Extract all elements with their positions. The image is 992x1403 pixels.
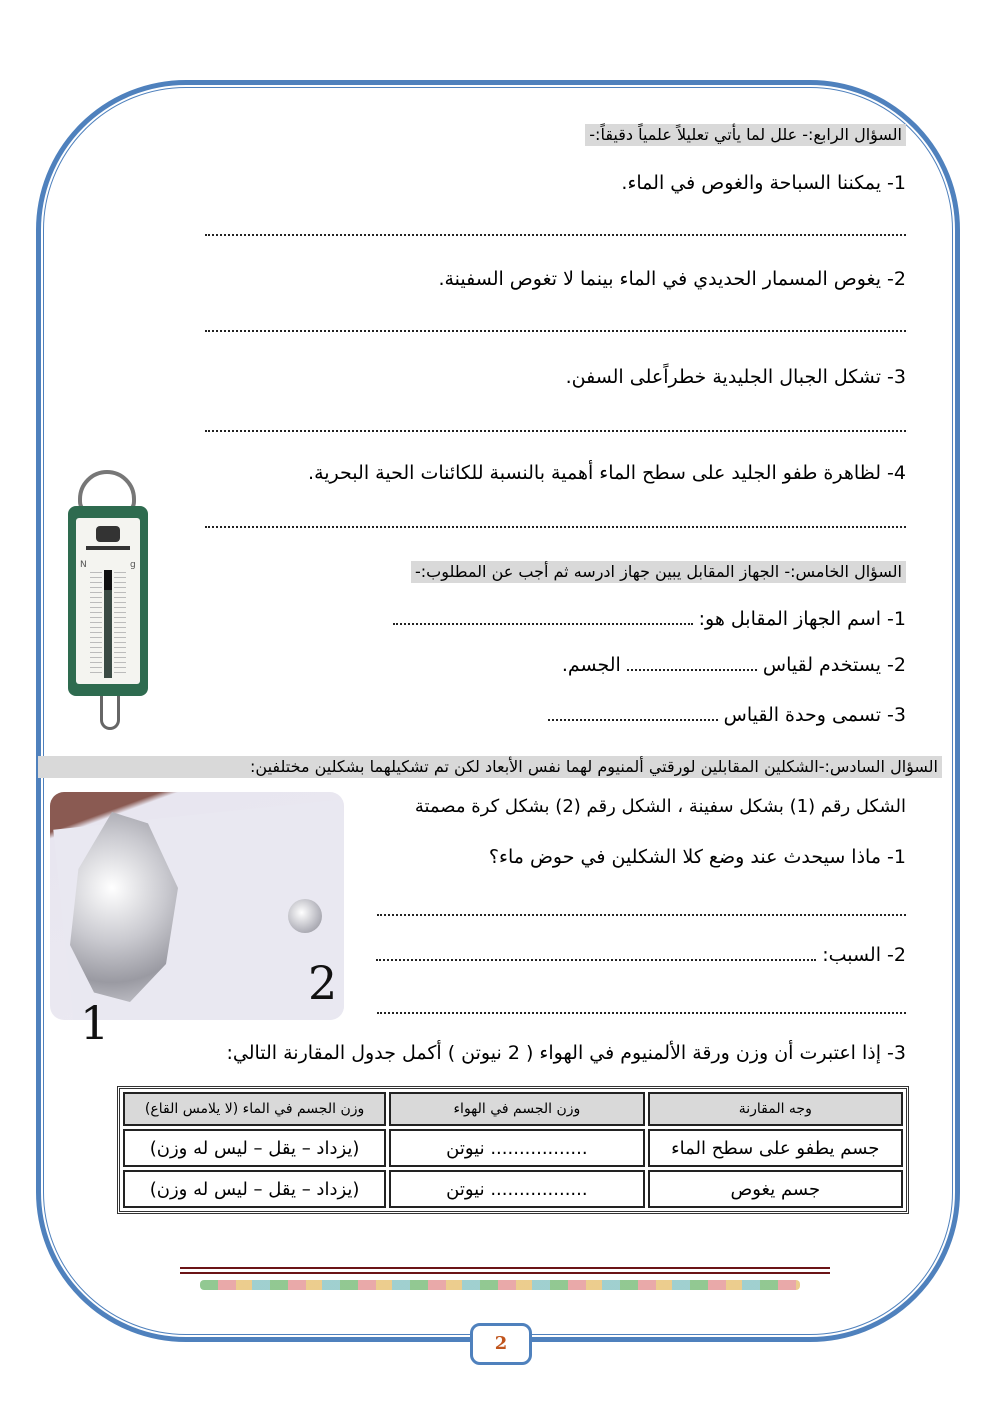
footer-rule	[180, 1272, 830, 1274]
q5-item-3-label: 3- تسمى وحدة القياس	[723, 704, 906, 726]
q6-intro: الشكل رقم (1) بشكل سفينة ، الشكل رقم (2) بشكل كرة مصمتة	[414, 796, 906, 817]
table-header-cell: وزن الجسم في الهواء	[389, 1092, 644, 1126]
photo-label-1: 1	[80, 996, 110, 1050]
scale-unit-left: N	[80, 560, 87, 570]
footer-rule	[180, 1267, 830, 1269]
q6-item-2	[376, 942, 906, 968]
q4-answer-line-3[interactable]	[205, 428, 906, 432]
page-number: 2	[470, 1323, 532, 1365]
scale-unit-right: g	[130, 560, 136, 570]
table-header-row	[123, 1092, 903, 1126]
foil-ball-shape	[288, 899, 322, 933]
aluminium-foil-photo	[50, 792, 344, 1020]
scale-face	[76, 518, 140, 684]
spring-scale-image	[64, 470, 154, 735]
table-row	[123, 1170, 903, 1208]
scale-ticks-right	[114, 572, 126, 676]
q5-answer-1[interactable]	[393, 617, 693, 625]
q5-item-2-suffix: الجسم.	[561, 654, 621, 676]
q6-answer-line-3[interactable]	[377, 1010, 906, 1014]
q6-answer-2[interactable]	[376, 953, 816, 961]
q5-item-1-label: 1- اسم الجهاز المقابل هو:	[698, 608, 906, 630]
q4-item-4: 4- لظاهرة طفو الجليد على سطح الماء أهمية بالنسبة للكائنات الحية البحرية.	[308, 462, 906, 484]
q4-item-3: 3- تشكل الجبال الجليدية خطراًعلى السفن.	[565, 366, 906, 388]
q5-answer-2[interactable]	[627, 663, 757, 671]
q6-header: السؤال السادس:-الشكلين المقابلين لورقتي ألمنيوم لهما نفس الأبعاد لكن تم تشكيلهما بشكلين مختلفين:	[38, 756, 942, 778]
q4-item-2: 2- يغوص المسمار الحديدي في الماء بينما لا تغوص السفينة.	[438, 268, 906, 290]
q4-answer-line-2[interactable]	[205, 328, 906, 332]
q5-header: السؤال الخامس:- الجهاز المقابل يبين جهاز ادرسه ثم أجب عن المطلوب:-	[411, 561, 906, 583]
q5-item-3	[548, 702, 906, 728]
table-row	[123, 1129, 903, 1167]
table-header-cell: وزن الجسم في الماء (لا يلامس القاع)	[123, 1092, 386, 1126]
q5-answer-3[interactable]	[548, 713, 718, 721]
table-cell-input[interactable]: ................. نيوتن	[389, 1170, 644, 1208]
table-cell-choice[interactable]: (يزداد – يقل – ليس له وزن)	[123, 1170, 386, 1208]
scale-indicator	[104, 570, 112, 590]
leaf-vine-ornament	[200, 1280, 800, 1290]
photo-label-2: 2	[308, 956, 338, 1010]
q4-item-1: 1- يمكننا السباحة والغوص في الماء.	[621, 172, 906, 194]
scale-ticks-left	[90, 572, 102, 676]
q6-item-1: 1- ماذا سيحدث عند وضع كلا الشكلين في حوض ماء؟	[488, 846, 906, 868]
q6-item-2-label: 2- السبب:	[822, 944, 906, 966]
table-cell: جسم يغوص	[648, 1170, 903, 1208]
scale-hook-icon	[100, 696, 120, 730]
scale-body	[68, 506, 148, 696]
scale-brand	[86, 546, 130, 550]
scale-logo-icon	[96, 526, 120, 542]
q6-answer-line-1[interactable]	[377, 912, 906, 916]
table-cell-input[interactable]: ................. نيوتن	[389, 1129, 644, 1167]
q4-answer-line-1[interactable]	[205, 232, 906, 236]
q5-item-1	[393, 606, 906, 632]
q6-item-3: 3- إذا اعتبرت أن وزن ورقة الألمنيوم في الهواء ( 2 نيوتن ) أكمل جدول المقارنة التالي:	[226, 1042, 906, 1064]
q4-answer-line-4[interactable]	[205, 524, 906, 528]
table-header-cell: وجه المقارنة	[648, 1092, 903, 1126]
q5-item-2	[562, 652, 906, 678]
table-cell-choice[interactable]: (يزداد – يقل – ليس له وزن)	[123, 1129, 386, 1167]
table-cell: جسم يطفو على سطح الماء	[648, 1129, 903, 1167]
q4-header: السؤال الرابع:- علل لما يأتي تعليلاً علمياً دقيقاً:-	[585, 124, 906, 146]
comparison-table	[117, 1086, 909, 1214]
q5-item-2-label: 2- يستخدم لقياس	[762, 654, 906, 676]
